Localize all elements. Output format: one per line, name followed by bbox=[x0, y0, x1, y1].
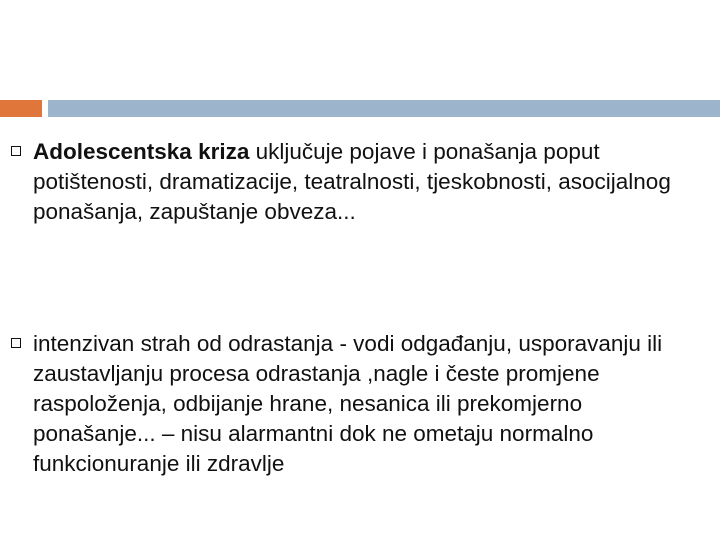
bullet-bold-term: Adolescentska kriza bbox=[33, 139, 250, 164]
header-bar bbox=[48, 100, 720, 117]
header-accent-bar bbox=[0, 100, 42, 117]
square-bullet-icon bbox=[11, 146, 21, 156]
bullet-body-2: intenzivan strah od odrastanja - vodi odgađanju, usporavanju ili zaustavljanju procesa odrastanja ,nagle i česte promjene raspoloženja, odbijanje hrane, nesanica ili prekomjerno ponašanje... – nisu alarmantni dok ne ometaju normalno funkcionuranje ili zdravlje bbox=[33, 331, 663, 476]
bullet-text-2 bbox=[33, 329, 703, 479]
square-bullet-icon bbox=[11, 338, 21, 348]
bullet-body-1: uključuje pojave i ponašanja poput potištenosti, dramatizacije, teatralnosti, tjeskobnosti, asocijalnog ponašanja, zapuštanje obveza... bbox=[33, 139, 671, 224]
bullet-text-1 bbox=[33, 137, 703, 227]
